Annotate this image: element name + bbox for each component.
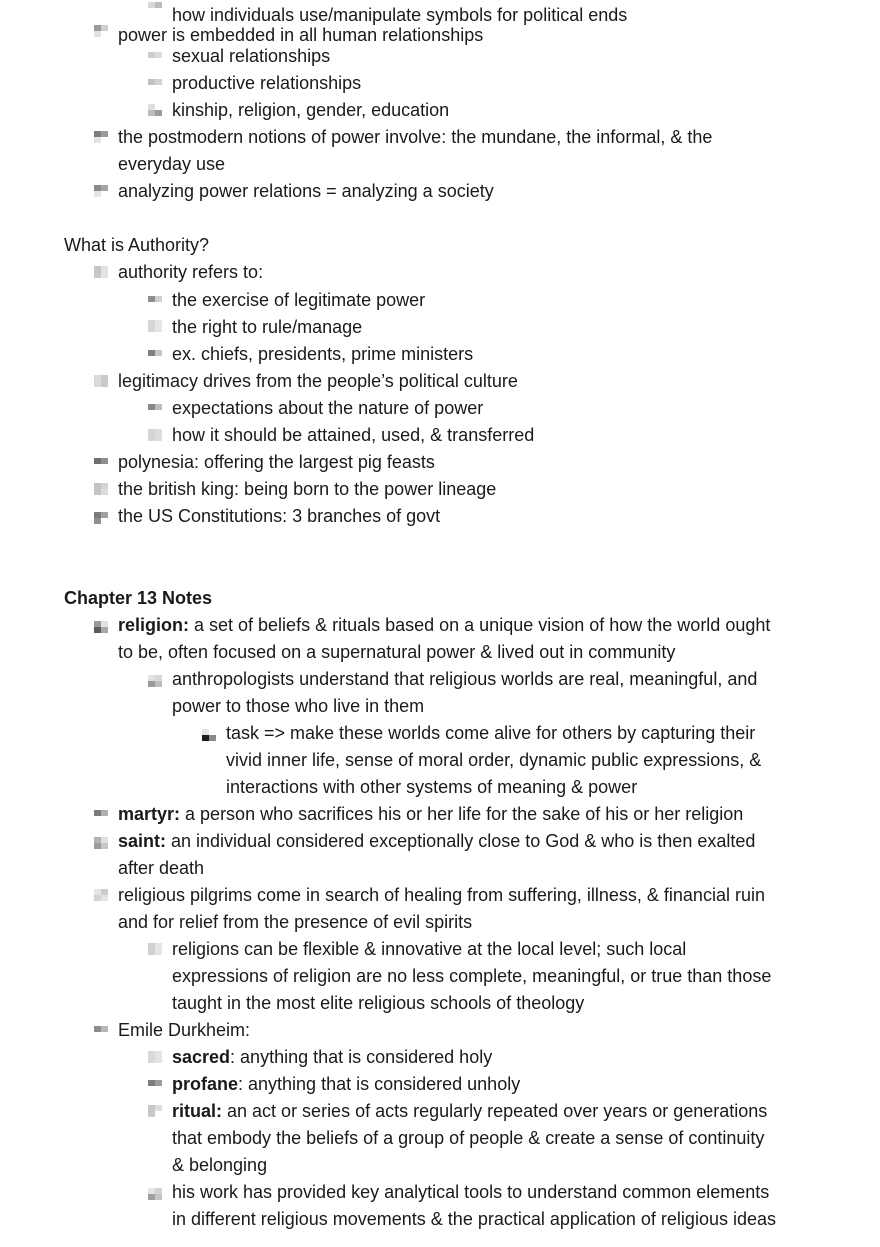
bullet-icon xyxy=(148,1051,162,1063)
note-line: that embody the beliefs of a group of people & create a sense of continuity xyxy=(172,1128,765,1148)
note-line: religion: a set of beliefs & rituals based on a unique vision of how the world ought xyxy=(118,615,771,635)
note-line: profane: anything that is considered unholy xyxy=(172,1074,521,1094)
bullet-icon xyxy=(148,429,162,441)
note-line: how it should be attained, used, & transferred xyxy=(172,425,535,445)
note-line: polynesia: offering the largest pig feasts xyxy=(118,452,435,472)
bullet-icon xyxy=(94,25,108,37)
section-heading: What is Authority? xyxy=(64,235,210,255)
bullet-icon xyxy=(148,1080,162,1092)
note-line: anthropologists understand that religious worlds are real, meaningful, and xyxy=(172,669,758,689)
note-line: the right to rule/manage xyxy=(172,317,363,337)
note-line: legitimacy drives from the people’s political culture xyxy=(118,371,518,391)
note-line: everyday use xyxy=(118,154,226,174)
note-line: the postmodern notions of power involve: the mundane, the informal, & the xyxy=(118,127,713,147)
bullet-icon xyxy=(148,296,162,308)
note-line: the US Constitutions: 3 branches of govt xyxy=(118,506,441,526)
bullet-icon xyxy=(94,810,108,822)
note-line: ritual: an act or series of acts regularly repeated over years or generations xyxy=(172,1101,768,1121)
note-line: saint: an individual considered exceptionally close to God & who is then exalted xyxy=(118,831,756,851)
note-line: to be, often focused on a supernatural power & lived out in community xyxy=(118,642,676,662)
note-line: sacred: anything that is considered holy xyxy=(172,1047,493,1067)
bullet-icon xyxy=(148,2,162,14)
bullet-icon xyxy=(94,266,108,278)
note-line: after death xyxy=(118,858,205,878)
bullet-icon xyxy=(148,350,162,362)
bullet-icon xyxy=(148,52,162,64)
bullet-icon xyxy=(94,621,108,633)
bullet-icon xyxy=(148,1105,162,1117)
note-line: his work has provided key analytical tools to understand common elements xyxy=(172,1182,770,1202)
note-line: the exercise of legitimate power xyxy=(172,290,426,310)
note-line: power is embedded in all human relationships xyxy=(118,25,484,45)
bullet-icon xyxy=(148,404,162,416)
note-line: martyr: a person who sacrifices his or her life for the sake of his or her religion xyxy=(118,804,744,824)
bullet-icon xyxy=(94,1026,108,1038)
bullet-icon xyxy=(148,79,162,91)
note-line: how individuals use/manipulate symbols for political ends xyxy=(172,5,628,25)
bullet-icon xyxy=(94,375,108,387)
bullet-icon xyxy=(148,320,162,332)
bullet-icon xyxy=(202,729,216,741)
note-line: Emile Durkheim: xyxy=(118,1020,251,1040)
note-line: analyzing power relations = analyzing a society xyxy=(118,181,494,201)
note-line: productive relationships xyxy=(172,73,362,93)
note-line: power to those who live in them xyxy=(172,696,425,716)
note-line: expectations about the nature of power xyxy=(172,398,484,418)
bullet-icon xyxy=(94,512,108,524)
note-line: interactions with other systems of meaning & power xyxy=(226,777,638,797)
bullet-icon xyxy=(94,458,108,470)
chapter-heading: Chapter 13 Notes xyxy=(64,588,213,608)
bullet-icon xyxy=(148,675,162,687)
note-line: religious pilgrims come in search of healing from suffering, illness, & financial ruin xyxy=(118,885,765,905)
note-line: kinship, religion, gender, education xyxy=(172,100,450,120)
bullet-icon xyxy=(94,131,108,143)
bullet-icon xyxy=(94,483,108,495)
note-line: & belonging xyxy=(172,1155,268,1175)
bullet-icon xyxy=(148,104,162,116)
bullet-icon xyxy=(94,837,108,849)
bullet-icon xyxy=(148,1188,162,1200)
note-line: vivid inner life, sense of moral order, dynamic public expressions, & xyxy=(226,750,762,770)
note-line: and for relief from the presence of evil spirits xyxy=(118,912,473,932)
bullet-icon xyxy=(148,943,162,955)
note-line: expressions of religion are no less complete, meaningful, or true than those xyxy=(172,966,772,986)
note-line: religions can be flexible & innovative at the local level; such local xyxy=(172,939,687,959)
note-line: in different religious movements & the practical application of religious ideas xyxy=(172,1209,776,1229)
note-line: authority refers to: xyxy=(118,262,264,282)
note-line: task => make these worlds come alive for others by capturing their xyxy=(226,723,756,743)
bullet-icon xyxy=(94,889,108,901)
note-line: taught in the most elite religious schools of theology xyxy=(172,993,585,1013)
bullet-icon xyxy=(94,185,108,197)
note-line: the british king: being born to the power lineage xyxy=(118,479,497,499)
note-line: sexual relationships xyxy=(172,46,331,66)
note-line: ex. chiefs, presidents, prime ministers xyxy=(172,344,474,364)
